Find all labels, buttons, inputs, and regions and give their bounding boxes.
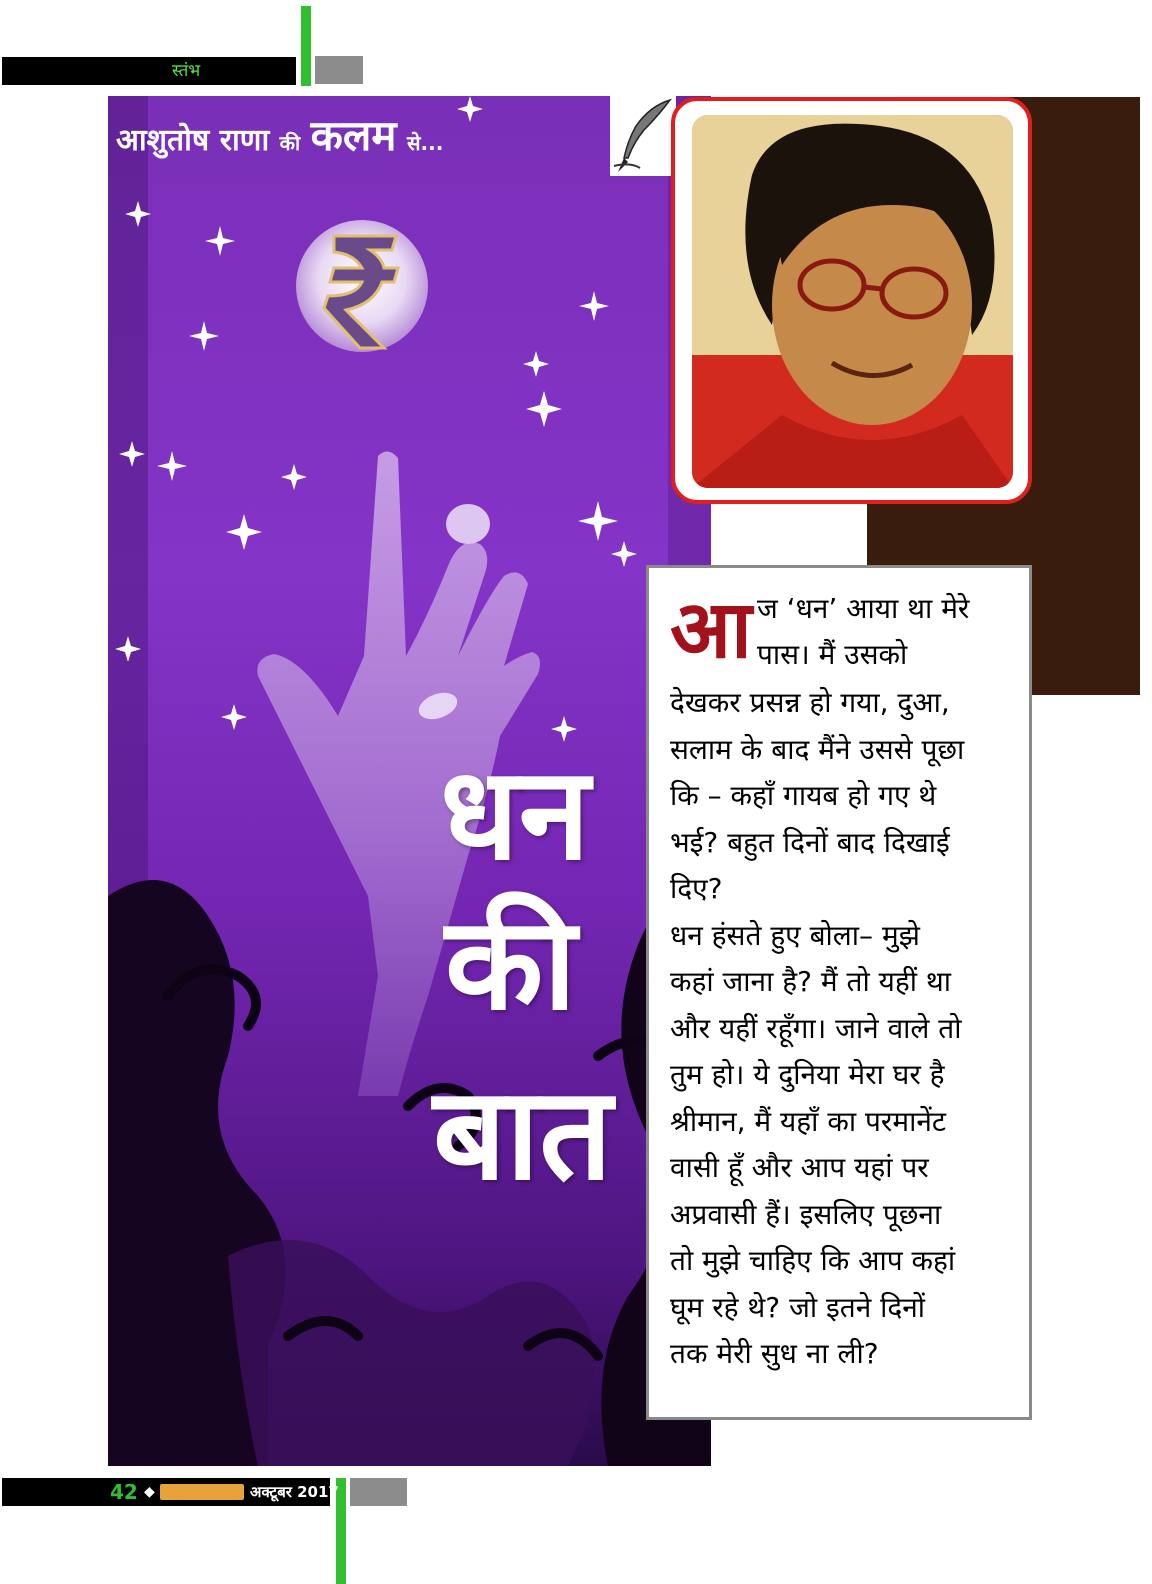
column-heading xyxy=(116,112,443,167)
decorative-white-notch xyxy=(711,504,867,564)
page-number: 42 xyxy=(110,1480,138,1504)
article-title-line-2: की xyxy=(445,890,577,1039)
drop-cap: आ xyxy=(670,583,752,676)
body-line: तुम हो। ये दुनिया मेरा घर है xyxy=(670,1058,945,1091)
quill-pen-icon xyxy=(610,96,676,176)
body-line: सलाम के बाद मैंने उससे पूछा xyxy=(670,732,965,766)
header-accent-line xyxy=(301,6,311,86)
header-gray-block xyxy=(315,56,363,84)
issue-date: अक्टूबर 2017 xyxy=(250,1483,339,1501)
article-second-line: पास। मैं उसको xyxy=(757,638,908,671)
body-line: कि – कहाँ गायब हो गए थे xyxy=(670,779,937,812)
author-portrait xyxy=(692,115,1013,488)
body-line: भई? बहुत दिनों बाद दिखाई xyxy=(670,825,950,859)
footer-separator: ◆ xyxy=(144,1484,155,1500)
magazine-logo xyxy=(160,1484,244,1500)
section-label: स्तंभ xyxy=(172,61,201,81)
article-title-line-1: धन xyxy=(440,740,590,889)
heading-kalam: कलम xyxy=(310,111,397,160)
author-name: आशुतोष राणा xyxy=(116,123,270,158)
body-line: वासी हूँ और आप यहां पर xyxy=(670,1151,929,1184)
body-line: कहां जाना है? मैं तो यहीं था xyxy=(670,965,952,998)
article-illustration xyxy=(108,96,711,1466)
body-line: घूम रहे थे? जो इतने दिनों xyxy=(670,1290,926,1324)
body-line: तक मेरी सुध ना ली? xyxy=(670,1337,879,1370)
body-line: श्रीमान, मैं यहाँ का परमानेंट xyxy=(670,1104,946,1138)
article-first-line: ज ‘धन’ आया था मेरे xyxy=(757,592,970,625)
author-photo xyxy=(671,97,1032,504)
heading-se: से... xyxy=(406,131,444,155)
body-line: दिए? xyxy=(670,872,723,905)
rupee-moon-icon xyxy=(296,220,428,352)
body-line: और यहीं रहूँगा। जाने वाले तो xyxy=(670,1011,962,1045)
footer-gray-block xyxy=(350,1478,407,1506)
body-line: देखकर प्रसन्न हो गया, दुआ, xyxy=(670,686,950,719)
heading-ki: की xyxy=(279,131,301,155)
body-line: धन हंसते हुए बोला– मुझे xyxy=(670,918,920,952)
article-body xyxy=(670,680,964,1378)
article-title-line-3: बात xyxy=(433,1060,613,1209)
header-bar xyxy=(2,57,296,85)
body-line: तो मुझे चाहिए कि आप कहां xyxy=(670,1244,956,1277)
body-line: अप्रवासी हैं। इसलिए पूछना xyxy=(670,1197,942,1231)
